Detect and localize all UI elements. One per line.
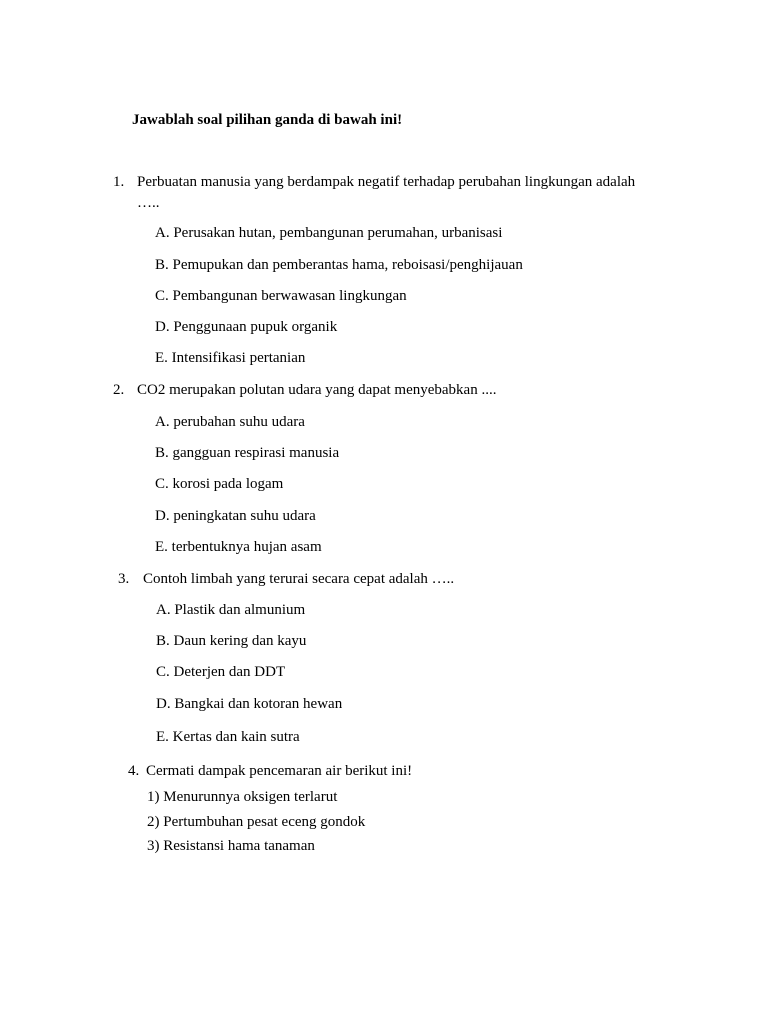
question-4-item-2: 2) Pertumbuhan pesat eceng gondok — [147, 814, 366, 830]
question-3-option-e: E. Kertas dan kain sutra — [156, 729, 300, 745]
question-1-option-a: A. Perusakan hutan, pembangunan perumahan, urbanisasi — [155, 225, 503, 241]
question-2-option-d: D. peningkatan suhu udara — [155, 508, 316, 524]
question-4-number: 4. — [128, 763, 140, 779]
question-1-text: Perbuatan manusia yang berdampak negatif terhadap perubahan lingkungan adalah — [137, 174, 636, 190]
question-3-number: 3. — [118, 571, 130, 587]
question-2-option-a: A. perubahan suhu udara — [155, 414, 305, 430]
question-2-text: CO2 merupakan polutan udara yang dapat menyebabkan .... — [137, 382, 497, 398]
question-3-option-d: D. Bangkai dan kotoran hewan — [156, 696, 343, 712]
question-1-number: 1. — [113, 174, 125, 190]
question-2-number: 2. — [113, 382, 125, 398]
instruction-heading: Jawablah soal pilihan ganda di bawah ini! — [132, 112, 403, 128]
question-3-option-a: A. Plastik dan almunium — [156, 602, 306, 618]
question-1-option-d: D. Penggunaan pupuk organik — [155, 319, 338, 335]
question-3-option-b: B. Daun kering dan kayu — [156, 633, 307, 649]
question-1-text-continued: ….. — [137, 195, 160, 211]
question-4-item-3: 3) Resistansi hama tanaman — [147, 838, 315, 854]
question-3-option-c: C. Deterjen dan DDT — [156, 664, 286, 680]
question-1-option-b: B. Pemupukan dan pemberantas hama, reboisasi/penghijauan — [155, 257, 523, 273]
question-4-item-1: 1) Menurunnya oksigen terlarut — [147, 789, 338, 805]
question-1-option-e: E. Intensifikasi pertanian — [155, 350, 306, 366]
question-3-text: Contoh limbah yang terurai secara cepat adalah ….. — [143, 571, 455, 587]
question-1-option-c: C. Pembangunan berwawasan lingkungan — [155, 288, 407, 304]
question-2-option-c: C. korosi pada logam — [155, 476, 284, 492]
question-2-option-b: B. gangguan respirasi manusia — [155, 445, 340, 461]
question-4-text: Cermati dampak pencemaran air berikut ini! — [146, 763, 413, 779]
question-2-option-e: E. terbentuknya hujan asam — [155, 539, 322, 555]
